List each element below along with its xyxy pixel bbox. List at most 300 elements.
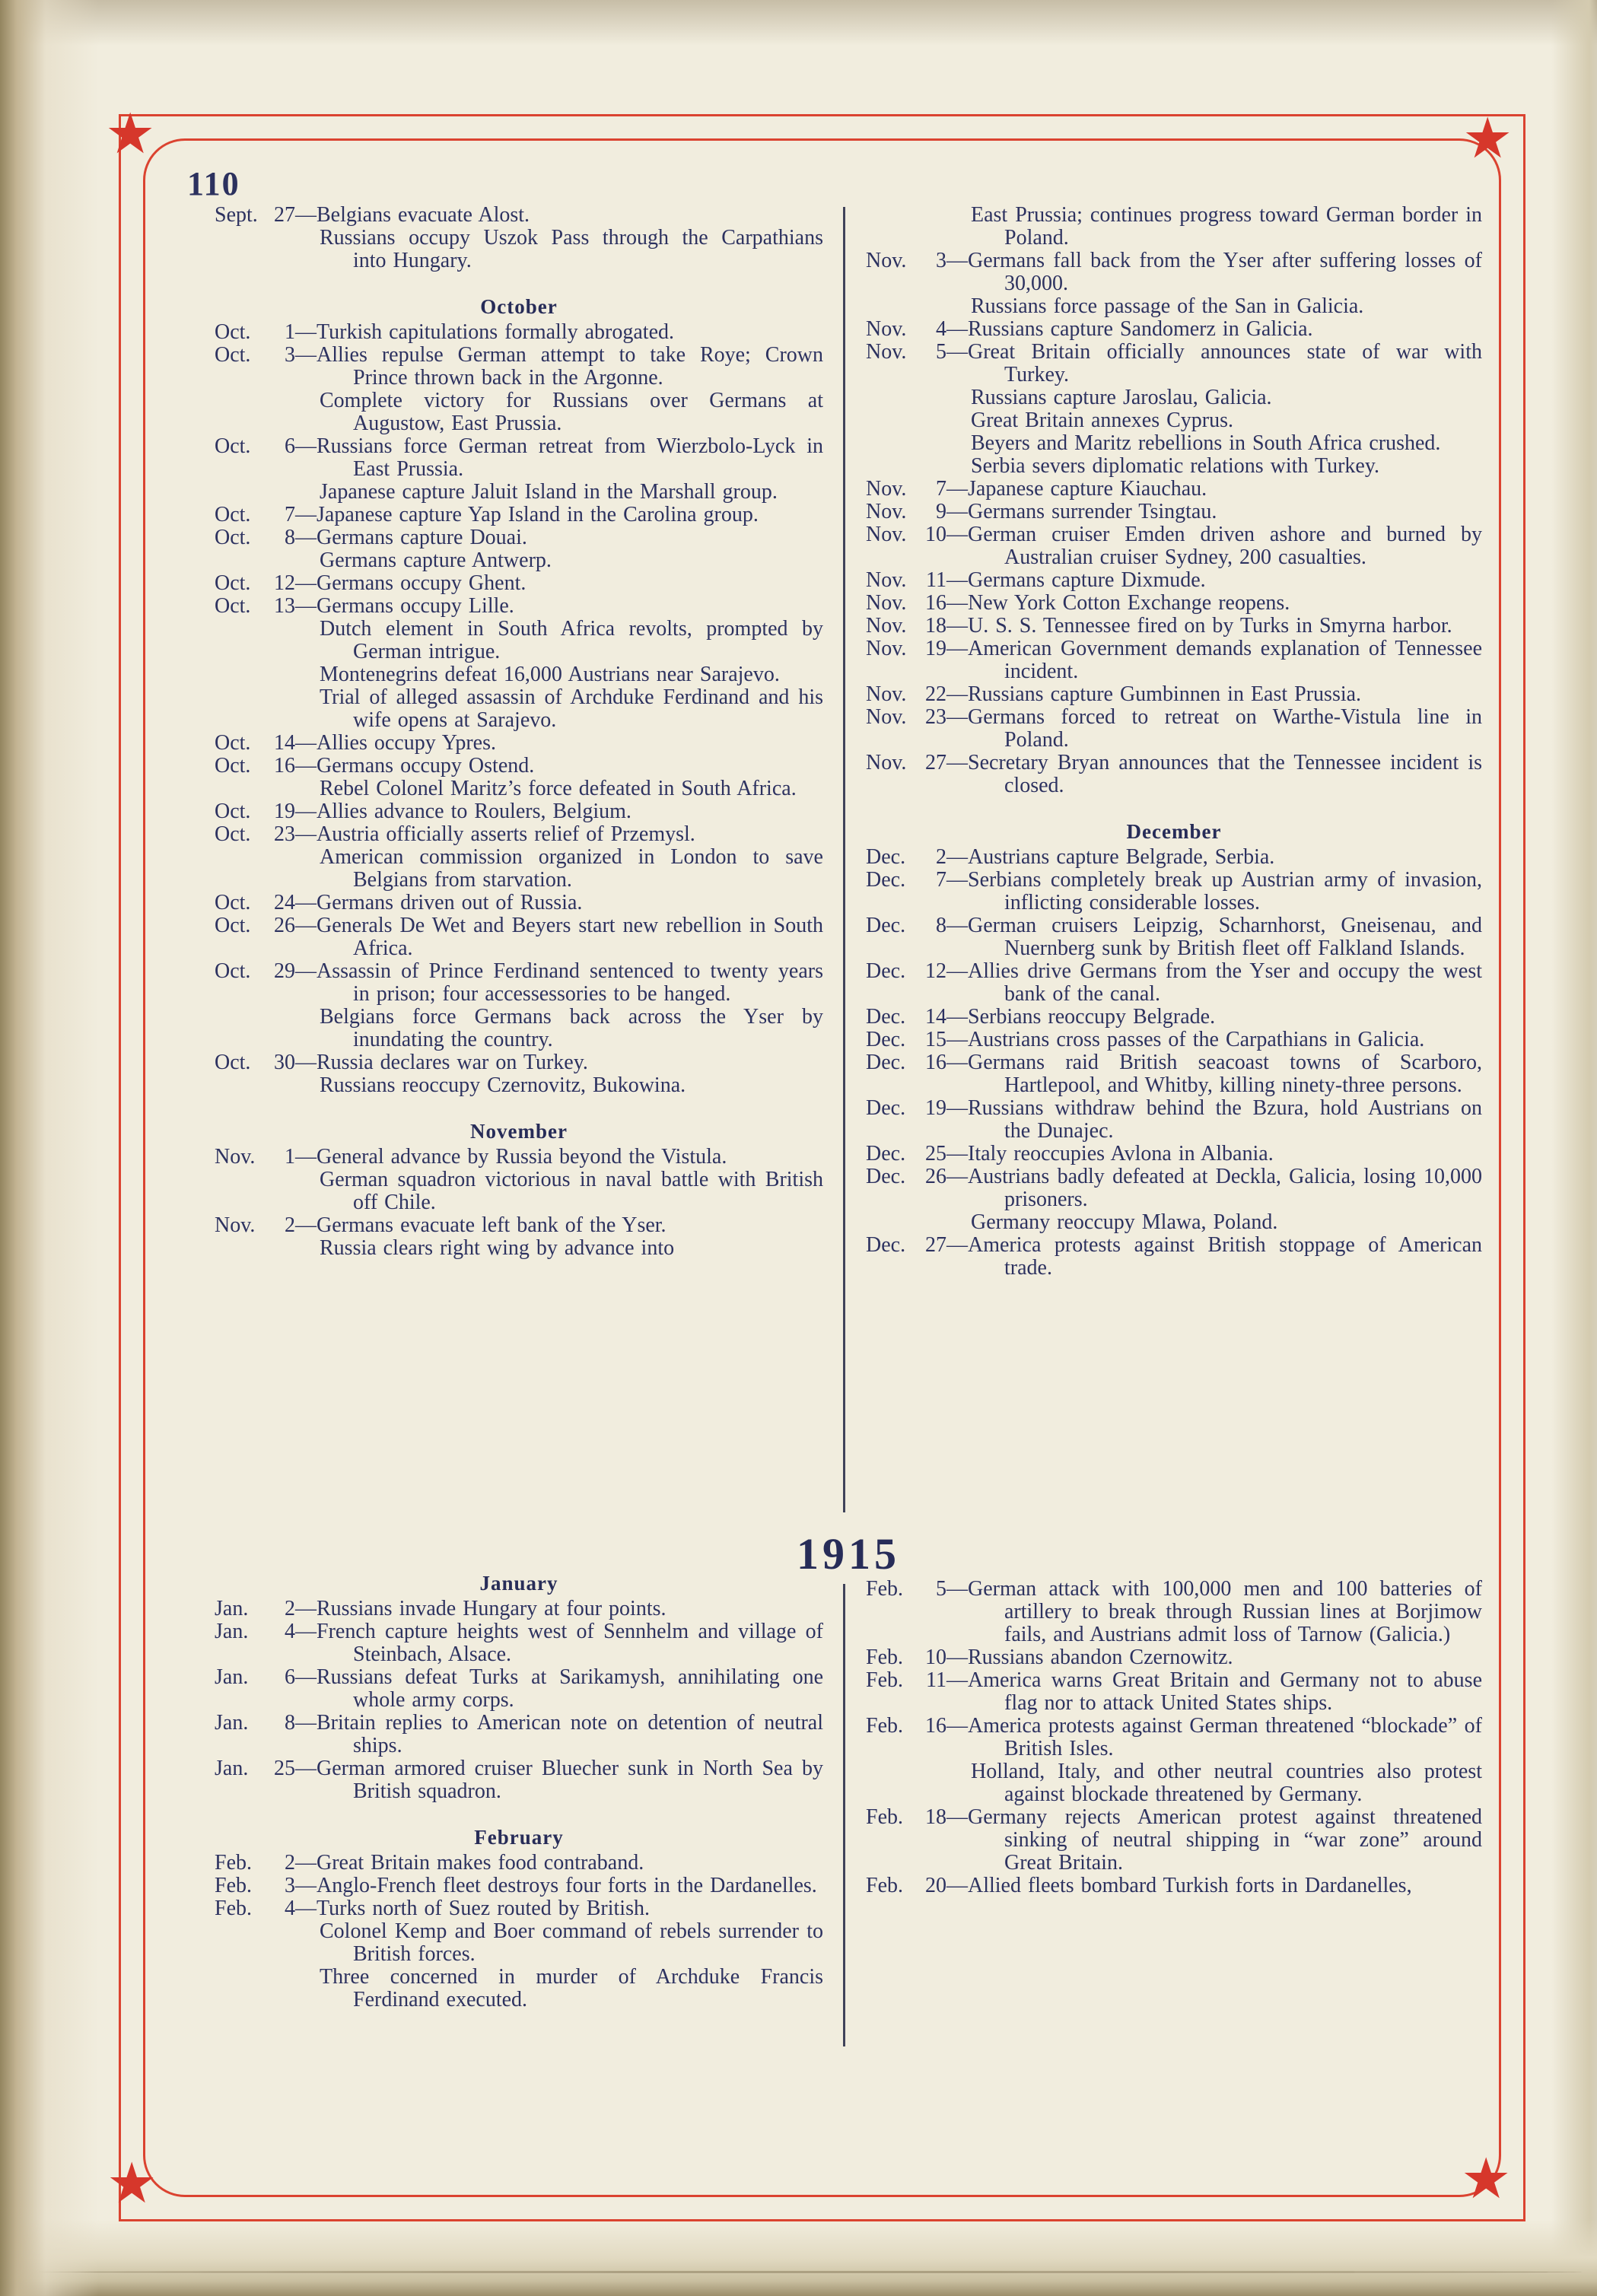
- entry-text: —Anglo-French fleet destroys four forts in the Dardanelles.: [295, 1874, 817, 1897]
- chronology-subentry: [215, 1169, 823, 1214]
- entry-text: American commission organized in London to save Belgians from starvation.: [320, 845, 823, 892]
- entry-month-label: [215, 686, 265, 732]
- entry-day: 7: [285, 503, 295, 526]
- entry-day: 16: [274, 754, 295, 778]
- entry-month-label: [866, 1760, 916, 1806]
- entry-text: Japanese capture Jaluit Island in the Marshall group.: [320, 480, 778, 504]
- entry-month-label: Feb.: [215, 1851, 252, 1875]
- entry-text: —U. S. S. Tennessee fired on by Turks in Smyrna harbor.: [946, 614, 1452, 638]
- entry-text: —Belgians evacuate Alost.: [295, 203, 530, 227]
- chronology-entry: [866, 250, 1482, 295]
- entry-month-label: Nov.: [215, 1145, 256, 1169]
- entry-text: —Russia declares war on Turkey.: [295, 1051, 588, 1074]
- entry-month-label: Nov.: [866, 682, 907, 706]
- entry-text: —Generals De Wet and Beyers start new rebellion in South Africa.: [295, 914, 823, 960]
- entry-day: [265, 227, 295, 272]
- chronology-entry: [215, 204, 823, 227]
- entry-month-label: Jan.: [215, 1620, 249, 1643]
- entry-month-label: Nov.: [866, 591, 907, 615]
- entry-month-label: Oct.: [215, 434, 251, 458]
- entry-text: —Austria officially asserts relief of Przemysl.: [295, 822, 695, 846]
- entry-text: —Allies repulse German attempt to take Roye; Crown Prince thrown back in the Argonne.: [295, 343, 823, 390]
- entry-day: 25: [925, 1142, 946, 1165]
- entry-text: —America warns Great Britain and Germany not to abuse flag nor to attack United States ships.: [946, 1668, 1482, 1715]
- month-heading-february: February: [474, 1826, 564, 1849]
- entry-month-label: [866, 386, 916, 409]
- page-edge-shadow-right: [1551, 0, 1597, 2296]
- entry-day: 13: [274, 594, 295, 618]
- entry-text: —Austrians cross passes of the Carpathians in Galicia.: [946, 1028, 1425, 1051]
- chronology-subentry: [866, 1211, 1482, 1234]
- entry-month-label: Dec.: [866, 868, 906, 892]
- entry-text: Germans capture Antwerp.: [320, 549, 552, 572]
- chronology-entry: [866, 1646, 1482, 1669]
- entry-text: —Russians abandon Czernowitz.: [946, 1646, 1233, 1669]
- chronology-entry: [866, 1143, 1482, 1165]
- entry-month-label: Dec.: [866, 1096, 906, 1120]
- entry-day: 29: [274, 959, 295, 983]
- entry-day: 4: [936, 317, 946, 341]
- entry-text: —Serbians completely break up Austrian army of invasion, inflicting considerable losses.: [946, 868, 1482, 914]
- entry-month-label: Oct.: [215, 731, 251, 755]
- column-top-left: [215, 204, 823, 1260]
- chronology-entry: [215, 1214, 823, 1237]
- entry-text: —American Government demands explanation of Tennessee incident.: [946, 637, 1482, 683]
- chronology-subentry: [215, 227, 823, 272]
- entry-text: —Germans forced to retreat on Warthe-Vistula line in Poland.: [946, 705, 1482, 752]
- entry-text: —Germans raid British seacoast towns of Scarboro, Hartlepool, and Whitby, killing ninety-three persons.: [946, 1051, 1482, 1097]
- entry-day: 23: [274, 822, 295, 846]
- entry-month-label: Nov.: [866, 751, 907, 774]
- entry-month-label: [215, 778, 265, 800]
- entry-day: 16: [925, 591, 946, 615]
- entry-month-label: Oct.: [215, 891, 251, 914]
- entry-text: —Allies drive Germans from the Yser and occupy the west bank of the canal.: [946, 959, 1482, 1006]
- entry-day: 19: [925, 637, 946, 660]
- chronology-entry: [866, 569, 1482, 592]
- entry-day: [916, 455, 946, 478]
- entry-month-label: [866, 204, 916, 250]
- entry-month-label: Feb.: [215, 1897, 252, 1920]
- entry-text: —Britain replies to American note on detention of neutral ships.: [295, 1711, 823, 1757]
- entry-text: —Allies occupy Ypres.: [295, 731, 496, 755]
- chronology-entry: [866, 1669, 1482, 1715]
- entry-day: 14: [274, 731, 295, 755]
- entry-text: —Germans capture Douai.: [295, 526, 527, 549]
- chronology-entry: [866, 478, 1482, 501]
- entry-day: 7: [936, 868, 946, 892]
- entry-text: Germany reoccupy Mlawa, Poland.: [971, 1210, 1278, 1234]
- entry-day: 16: [925, 1714, 946, 1738]
- entry-month-label: Nov.: [866, 500, 907, 523]
- entry-text: Belgians force Germans back across the Yser by inundating the country.: [320, 1005, 823, 1051]
- entry-text: —Russians capture Gumbinnen in East Prussia.: [946, 682, 1362, 706]
- entry-month-label: Nov.: [866, 614, 907, 638]
- chronology-entry: [215, 1051, 823, 1074]
- entry-day: 23: [925, 705, 946, 729]
- entry-text: Serbia severs diplomatic relations with Turkey.: [971, 454, 1379, 478]
- entry-month-label: Nov.: [866, 340, 907, 364]
- entry-month-label: Oct.: [215, 1051, 251, 1074]
- entry-text: —Serbians reoccupy Belgrade.: [946, 1005, 1216, 1029]
- entry-day: [265, 1074, 295, 1097]
- chronology-subentry: [215, 1074, 823, 1097]
- chronology-entry: [866, 1234, 1482, 1280]
- chronology-entry: [215, 732, 823, 755]
- entry-day: [916, 409, 946, 432]
- chronology-entry: [215, 892, 823, 914]
- entry-month-label: Jan.: [215, 1711, 249, 1735]
- entry-month-label: Dec.: [866, 1142, 906, 1165]
- chronology-entry: [215, 572, 823, 595]
- entry-month-label: [215, 618, 265, 663]
- entry-day: [265, 1920, 295, 1966]
- chronology-entry: [866, 869, 1482, 914]
- chronology-subentry: [866, 432, 1482, 455]
- entry-text: —New York Cotton Exchange reopens.: [946, 591, 1290, 615]
- chronology-subentry: [215, 686, 823, 732]
- entry-text: —Austrians badly defeated at Deckla, Galicia, losing 10,000 prisoners.: [946, 1165, 1482, 1211]
- entry-text: Rebel Colonel Maritz’s force defeated in South Africa.: [320, 777, 797, 800]
- entry-month-label: Dec.: [866, 959, 906, 983]
- entry-text: —French capture heights west of Sennhelm and village of Steinbach, Alsace.: [295, 1620, 823, 1666]
- chronology-entry: [866, 1578, 1482, 1646]
- chronology-entry: [866, 1806, 1482, 1875]
- chronology-entry: [866, 683, 1482, 706]
- entry-day: 19: [274, 800, 295, 823]
- chronology-entry: [866, 752, 1482, 797]
- chronology-entry: [215, 823, 823, 846]
- chronology-entry: [215, 800, 823, 823]
- entry-day: 27: [925, 1233, 946, 1257]
- chronology-subentry: [215, 778, 823, 800]
- entry-day: 2: [936, 845, 946, 869]
- entry-month-label: Feb.: [866, 1646, 903, 1669]
- month-heading-december: December: [1126, 820, 1222, 843]
- entry-day: 18: [925, 614, 946, 638]
- entry-month-label: [866, 455, 916, 478]
- chronology-entry: [215, 595, 823, 618]
- entry-month-label: Feb.: [215, 1874, 252, 1897]
- entry-text: —General advance by Russia beyond the Vistula.: [295, 1145, 727, 1169]
- entry-day: 5: [936, 1577, 946, 1601]
- corner-star-icon: ★: [105, 103, 156, 166]
- chronology-entry: [215, 1666, 823, 1712]
- entry-month-label: Feb.: [866, 1874, 903, 1897]
- chronology-entry: [866, 318, 1482, 341]
- entry-month-label: Oct.: [215, 343, 251, 367]
- entry-text: —America protests against British stoppage of American trade.: [946, 1233, 1482, 1280]
- chronology-subentry: [215, 846, 823, 892]
- entry-month-label: [215, 227, 265, 272]
- entry-day: 2: [285, 1213, 295, 1237]
- entry-text: —Great Britain officially announces state of war with Turkey.: [946, 340, 1482, 386]
- entry-day: 2: [285, 1851, 295, 1875]
- chronology-1915-row: [215, 1572, 1482, 2011]
- entry-day: 26: [925, 1165, 946, 1188]
- entry-text: —Russians withdraw behind the Bzura, hold Austrians on the Dunajec.: [946, 1096, 1482, 1143]
- entry-day: [265, 481, 295, 504]
- entry-month-label: Nov.: [866, 523, 907, 546]
- chronology-subentry: [215, 1237, 823, 1260]
- chronology-entry: [866, 914, 1482, 960]
- entry-text: Russians occupy Uszok Pass through the Carpathians into Hungary.: [320, 226, 823, 272]
- chronology-subentry: [866, 455, 1482, 478]
- entry-month-label: [215, 1169, 265, 1214]
- entry-text: —Austrians capture Belgrade, Serbia.: [946, 845, 1275, 869]
- page-gutter-shadow: [0, 0, 99, 2296]
- entry-day: 10: [925, 1646, 946, 1669]
- entry-day: 8: [285, 526, 295, 549]
- entry-text: Great Britain annexes Cyprus.: [971, 409, 1234, 432]
- entry-day: 19: [925, 1096, 946, 1120]
- month-heading-november: November: [470, 1120, 568, 1143]
- entry-text: —Russians defeat Turks at Sarikamysh, annihilating one whole army corps.: [295, 1665, 823, 1712]
- corner-star-icon: ★: [107, 2153, 157, 2215]
- entry-day: 27: [274, 203, 295, 227]
- entry-text: —Great Britain makes food contraband.: [295, 1851, 644, 1875]
- entry-text: —Germans occupy Ghent.: [295, 571, 527, 595]
- entry-month-label: [215, 846, 265, 892]
- entry-day: [916, 295, 946, 318]
- entry-text: —German attack with 100,000 men and 100 batteries of artillery to break through Russian lines at Borjimow fails, and Austrians admit loss of Tarnow (Galicia.): [946, 1577, 1482, 1646]
- entry-day: 20: [925, 1874, 946, 1897]
- entry-month-label: [215, 1074, 265, 1097]
- entry-day: 14: [925, 1005, 946, 1029]
- chronology-entry: [866, 523, 1482, 569]
- chronology-entry: [866, 1875, 1482, 1897]
- entry-month-label: Feb.: [866, 1805, 903, 1829]
- entry-text: —Germans surrender Tsingtau.: [946, 500, 1217, 523]
- entry-day: [265, 390, 295, 435]
- entry-day: 16: [925, 1051, 946, 1074]
- entry-month-label: Jan.: [215, 1665, 249, 1689]
- entry-day: 8: [936, 914, 946, 937]
- entry-month-label: Jan.: [215, 1757, 249, 1780]
- chronology-entry: [215, 344, 823, 390]
- entry-text: —Russians force German retreat from Wierzbolo-Lyck in East Prussia.: [295, 434, 823, 481]
- entry-text: Trial of alleged assassin of Archduke Ferdinand and his wife opens at Sarajevo.: [320, 685, 823, 732]
- entry-month-label: Dec.: [866, 845, 906, 869]
- entry-day: 1: [285, 320, 295, 344]
- chronology-entry: [866, 706, 1482, 752]
- entry-day: [265, 1237, 295, 1260]
- chronology-content: [215, 204, 1482, 2011]
- chronology-entry: [215, 1897, 823, 1920]
- entry-day: 3: [285, 343, 295, 367]
- chronology-subentry: [866, 204, 1482, 250]
- entry-month-label: Dec.: [866, 1165, 906, 1188]
- chronology-entry: [215, 1875, 823, 1897]
- chronology-subentry: [215, 1920, 823, 1966]
- chronology-entry: [866, 638, 1482, 683]
- chronology-entry: [215, 526, 823, 549]
- entry-text: —Germans occupy Lille.: [295, 594, 514, 618]
- entry-text: Three concerned in murder of Archduke Francis Ferdinand executed.: [320, 1965, 823, 2011]
- column-bottom-left: [215, 1572, 823, 2011]
- entry-text: —Japanese capture Kiauchau.: [946, 477, 1207, 501]
- entry-month-label: [215, 1920, 265, 1966]
- entry-text: —German cruiser Emden driven ashore and burned by Australian cruiser Sydney, 200 casualties.: [946, 523, 1482, 569]
- entry-text: Beyers and Maritz rebellions in South Africa crushed.: [971, 431, 1441, 455]
- entry-text: Russians force passage of the San in Galicia.: [971, 294, 1364, 318]
- entry-text: —Allies advance to Roulers, Belgium.: [295, 800, 631, 823]
- chronology-entry: [866, 1051, 1482, 1097]
- entry-day: [916, 432, 946, 455]
- entry-month-label: Oct.: [215, 526, 251, 549]
- chronology-subentry: [215, 1966, 823, 2011]
- entry-text: —Secretary Bryan announces that the Tennessee incident is closed.: [946, 751, 1482, 797]
- entry-text: Russians reoccupy Czernovitz, Bukowina.: [320, 1073, 686, 1097]
- month-heading-october: October: [480, 295, 558, 318]
- entry-text: —German armored cruiser Bluecher sunk in North Sea by British squadron.: [295, 1757, 823, 1803]
- entry-month-label: Dec.: [866, 1028, 906, 1051]
- entry-day: [265, 618, 295, 663]
- chronology-entry: [866, 1715, 1482, 1760]
- entry-text: East Prussia; continues progress toward German border in Poland.: [971, 203, 1482, 250]
- chronology-entry: [866, 501, 1482, 523]
- entry-text: —Germans driven out of Russia.: [295, 891, 583, 914]
- chronology-subentry: [866, 295, 1482, 318]
- entry-month-label: Feb.: [866, 1714, 903, 1738]
- entry-day: [916, 1211, 946, 1234]
- entry-text: Russians capture Jaroslau, Galicia.: [971, 386, 1272, 409]
- entry-day: 12: [274, 571, 295, 595]
- entry-day: 11: [926, 1668, 946, 1692]
- entry-month-label: Dec.: [866, 1051, 906, 1074]
- entry-day: [265, 778, 295, 800]
- page-stack-edge: [38, 2271, 1582, 2273]
- entry-month-label: Nov.: [866, 637, 907, 660]
- corner-star-icon: ★: [1462, 108, 1513, 170]
- chronology-entry: [866, 592, 1482, 615]
- entry-month-label: Nov.: [866, 705, 907, 729]
- entry-month-label: Nov.: [866, 317, 907, 341]
- page-edge-shadow-bottom: [0, 2220, 1597, 2296]
- entry-month-label: Oct.: [215, 914, 251, 937]
- year-heading-1915: 1915: [797, 1529, 900, 1579]
- entry-day: 11: [926, 568, 946, 592]
- entry-month-label: [866, 432, 916, 455]
- entry-month-label: Nov.: [866, 568, 907, 592]
- chronology-entry: [215, 1598, 823, 1620]
- entry-month-label: Oct.: [215, 959, 251, 983]
- chronology-entry: [215, 1852, 823, 1875]
- entry-day: 15: [925, 1028, 946, 1051]
- entry-day: [265, 1169, 295, 1214]
- entry-month-label: [215, 390, 265, 435]
- entry-day: 10: [925, 523, 946, 546]
- entry-month-label: Oct.: [215, 822, 251, 846]
- entry-day: 4: [285, 1897, 295, 1920]
- entry-text: —German cruisers Leipzig, Scharnhorst, Gneisenau, and Nuernberg sunk by British fleet off Falkland Islands.: [946, 914, 1482, 960]
- entry-month-label: Dec.: [866, 1005, 906, 1029]
- entry-day: [916, 204, 946, 250]
- chronology-entry: [215, 914, 823, 960]
- entry-text: Montenegrins defeat 16,000 Austrians near Sarajevo.: [320, 663, 780, 686]
- entry-day: [916, 1760, 946, 1806]
- entry-text: Complete victory for Russians over Germans at Augustow, East Prussia.: [320, 389, 823, 435]
- entry-day: [265, 1006, 295, 1051]
- entry-day: 5: [936, 340, 946, 364]
- entry-month-label: Nov.: [215, 1213, 256, 1237]
- chronology-subentry: [866, 1760, 1482, 1806]
- entry-month-label: [215, 481, 265, 504]
- entry-month-label: [215, 1006, 265, 1051]
- entry-day: 27: [925, 751, 946, 774]
- entry-month-label: [866, 409, 916, 432]
- entry-day: 22: [925, 682, 946, 706]
- entry-day: 7: [936, 477, 946, 501]
- entry-text: Holland, Italy, and other neutral countries also protest against blockade threatened by Germany.: [971, 1760, 1482, 1806]
- chronology-entry: [866, 1006, 1482, 1029]
- chronology-subentry: [866, 386, 1482, 409]
- entry-month-label: Oct.: [215, 503, 251, 526]
- entry-day: 6: [285, 434, 295, 458]
- entry-month-label: [215, 549, 265, 572]
- entry-text: —Germans fall back from the Yser after suffering losses of 30,000.: [946, 249, 1482, 295]
- chronology-subentry: [215, 1006, 823, 1051]
- entry-text: —Allied fleets bombard Turkish forts in Dardanelles,: [946, 1874, 1412, 1897]
- entry-text: —Germany rejects American protest against threatened sinking of neutral shipping in “war zone” around Great Britain.: [946, 1805, 1482, 1875]
- entry-text: —Russians invade Hungary at four points.: [295, 1597, 666, 1620]
- entry-day: 2: [285, 1597, 295, 1620]
- entry-text: —America protests against German threatened “blockade” of British Isles.: [946, 1714, 1482, 1760]
- entry-text: German squadron victorious in naval battle with British off Chile.: [320, 1168, 823, 1214]
- chronology-entry: [215, 755, 823, 778]
- entry-day: 30: [274, 1051, 295, 1074]
- corner-star-icon: ★: [1461, 2148, 1512, 2211]
- chronology-subentry: [215, 549, 823, 572]
- entry-day: 9: [936, 500, 946, 523]
- entry-month-label: [215, 1966, 265, 2011]
- entry-day: 26: [274, 914, 295, 937]
- entry-month-label: Jan.: [215, 1597, 249, 1620]
- chronology-entry: [215, 1146, 823, 1169]
- chronology-subentry: [215, 481, 823, 504]
- entry-day: 12: [925, 959, 946, 983]
- chronology-subentry: [866, 409, 1482, 432]
- chronology-entry: [866, 1029, 1482, 1051]
- entry-month-label: [866, 1211, 916, 1234]
- entry-text: —Italy reoccupies Avlona in Albania.: [946, 1142, 1274, 1165]
- chronology-entry: [215, 1620, 823, 1666]
- entry-text: —Assassin of Prince Ferdinand sentenced to twenty years in prison; four accessessories to be hanged.: [295, 959, 823, 1006]
- entry-month-label: Oct.: [215, 571, 251, 595]
- chronology-subentry: [215, 663, 823, 686]
- entry-month-label: [215, 663, 265, 686]
- entry-month-label: Feb.: [866, 1668, 903, 1692]
- entry-month-label: Dec.: [866, 1233, 906, 1257]
- entry-text: —Germans capture Dixmude.: [946, 568, 1206, 592]
- entry-day: 8: [285, 1711, 295, 1735]
- entry-month-label: Nov.: [866, 249, 907, 272]
- entry-month-label: Oct.: [215, 320, 251, 344]
- entry-text: —Japanese capture Yap Island in the Carolina group.: [295, 503, 759, 526]
- entry-text: —Turks north of Suez routed by British.: [295, 1897, 650, 1920]
- chronology-entry: [215, 1757, 823, 1803]
- entry-day: 1: [285, 1145, 295, 1169]
- column-bottom-right: [866, 1572, 1482, 1897]
- entry-month-label: Sept.: [215, 203, 258, 227]
- entry-month-label: Nov.: [866, 477, 907, 501]
- entry-day: 25: [274, 1757, 295, 1780]
- entry-day: [265, 686, 295, 732]
- entry-day: [265, 549, 295, 572]
- chronology-entry: [866, 1165, 1482, 1211]
- entry-day: [916, 386, 946, 409]
- entry-month-label: [215, 1237, 265, 1260]
